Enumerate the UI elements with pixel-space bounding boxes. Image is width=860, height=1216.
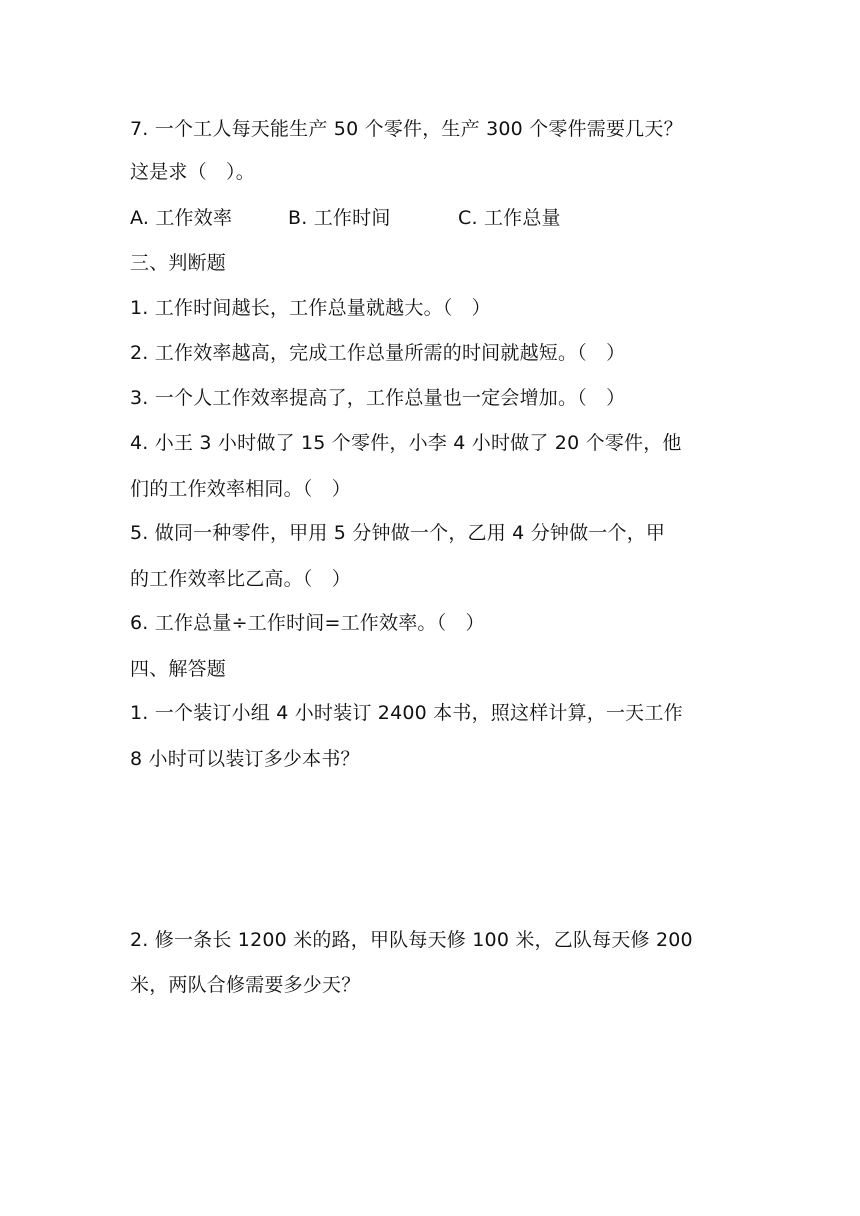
q7-option-c: C. 工作总量 bbox=[458, 207, 561, 229]
judge-item-1: 1. 工作时间越长，工作总量就越大。（ ） bbox=[130, 297, 491, 319]
judge-item-2: 2. 工作效率越高，完成工作总量所需的时间就越短。（ ） bbox=[130, 342, 626, 364]
q7-option-a: A. 工作效率 bbox=[130, 207, 233, 229]
answer-q1-line-1: 1. 一个装订小组 4 小时装订 2400 本书，照这样计算，一天工作 bbox=[130, 702, 683, 724]
judge-item-5-line-1: 5. 做同一种零件，甲用 5 分钟做一个，乙用 4 分钟做一个，甲 bbox=[130, 522, 666, 544]
section-3-title: 三、判断题 bbox=[130, 252, 227, 274]
judge-item-4-line-1: 4. 小王 3 小时做了 15 个零件，小李 4 小时做了 20 个零件，他 bbox=[130, 432, 682, 454]
section-4-title: 四、解答题 bbox=[130, 658, 227, 680]
q7-line-2: 这是求（ ）。 bbox=[130, 161, 255, 183]
worksheet-page bbox=[130, 0, 730, 1216]
q7-option-b: B. 工作时间 bbox=[288, 207, 391, 229]
answer-q1-line-2: 8 小时可以装订多少本书？ bbox=[130, 748, 360, 770]
judge-item-6: 6. 工作总量÷工作时间=工作效率。（ ） bbox=[130, 612, 485, 634]
judge-item-4-line-2: 们的工作效率相同。（ ） bbox=[130, 478, 351, 500]
judge-item-5-line-2: 的工作效率比乙高。（ ） bbox=[130, 568, 351, 590]
q7-line-1: 7. 一个工人每天能生产 50 个零件，生产 300 个零件需要几天？ bbox=[130, 118, 683, 140]
answer-q2-line-1: 2. 修一条长 1200 米的路，甲队每天修 100 米，乙队每天修 200 bbox=[130, 929, 693, 951]
judge-item-3: 3. 一个人工作效率提高了，工作总量也一定会增加。（ ） bbox=[130, 387, 626, 409]
answer-q2-line-2: 米，两队合修需要多少天？ bbox=[130, 974, 361, 996]
q7-options bbox=[130, 205, 730, 231]
